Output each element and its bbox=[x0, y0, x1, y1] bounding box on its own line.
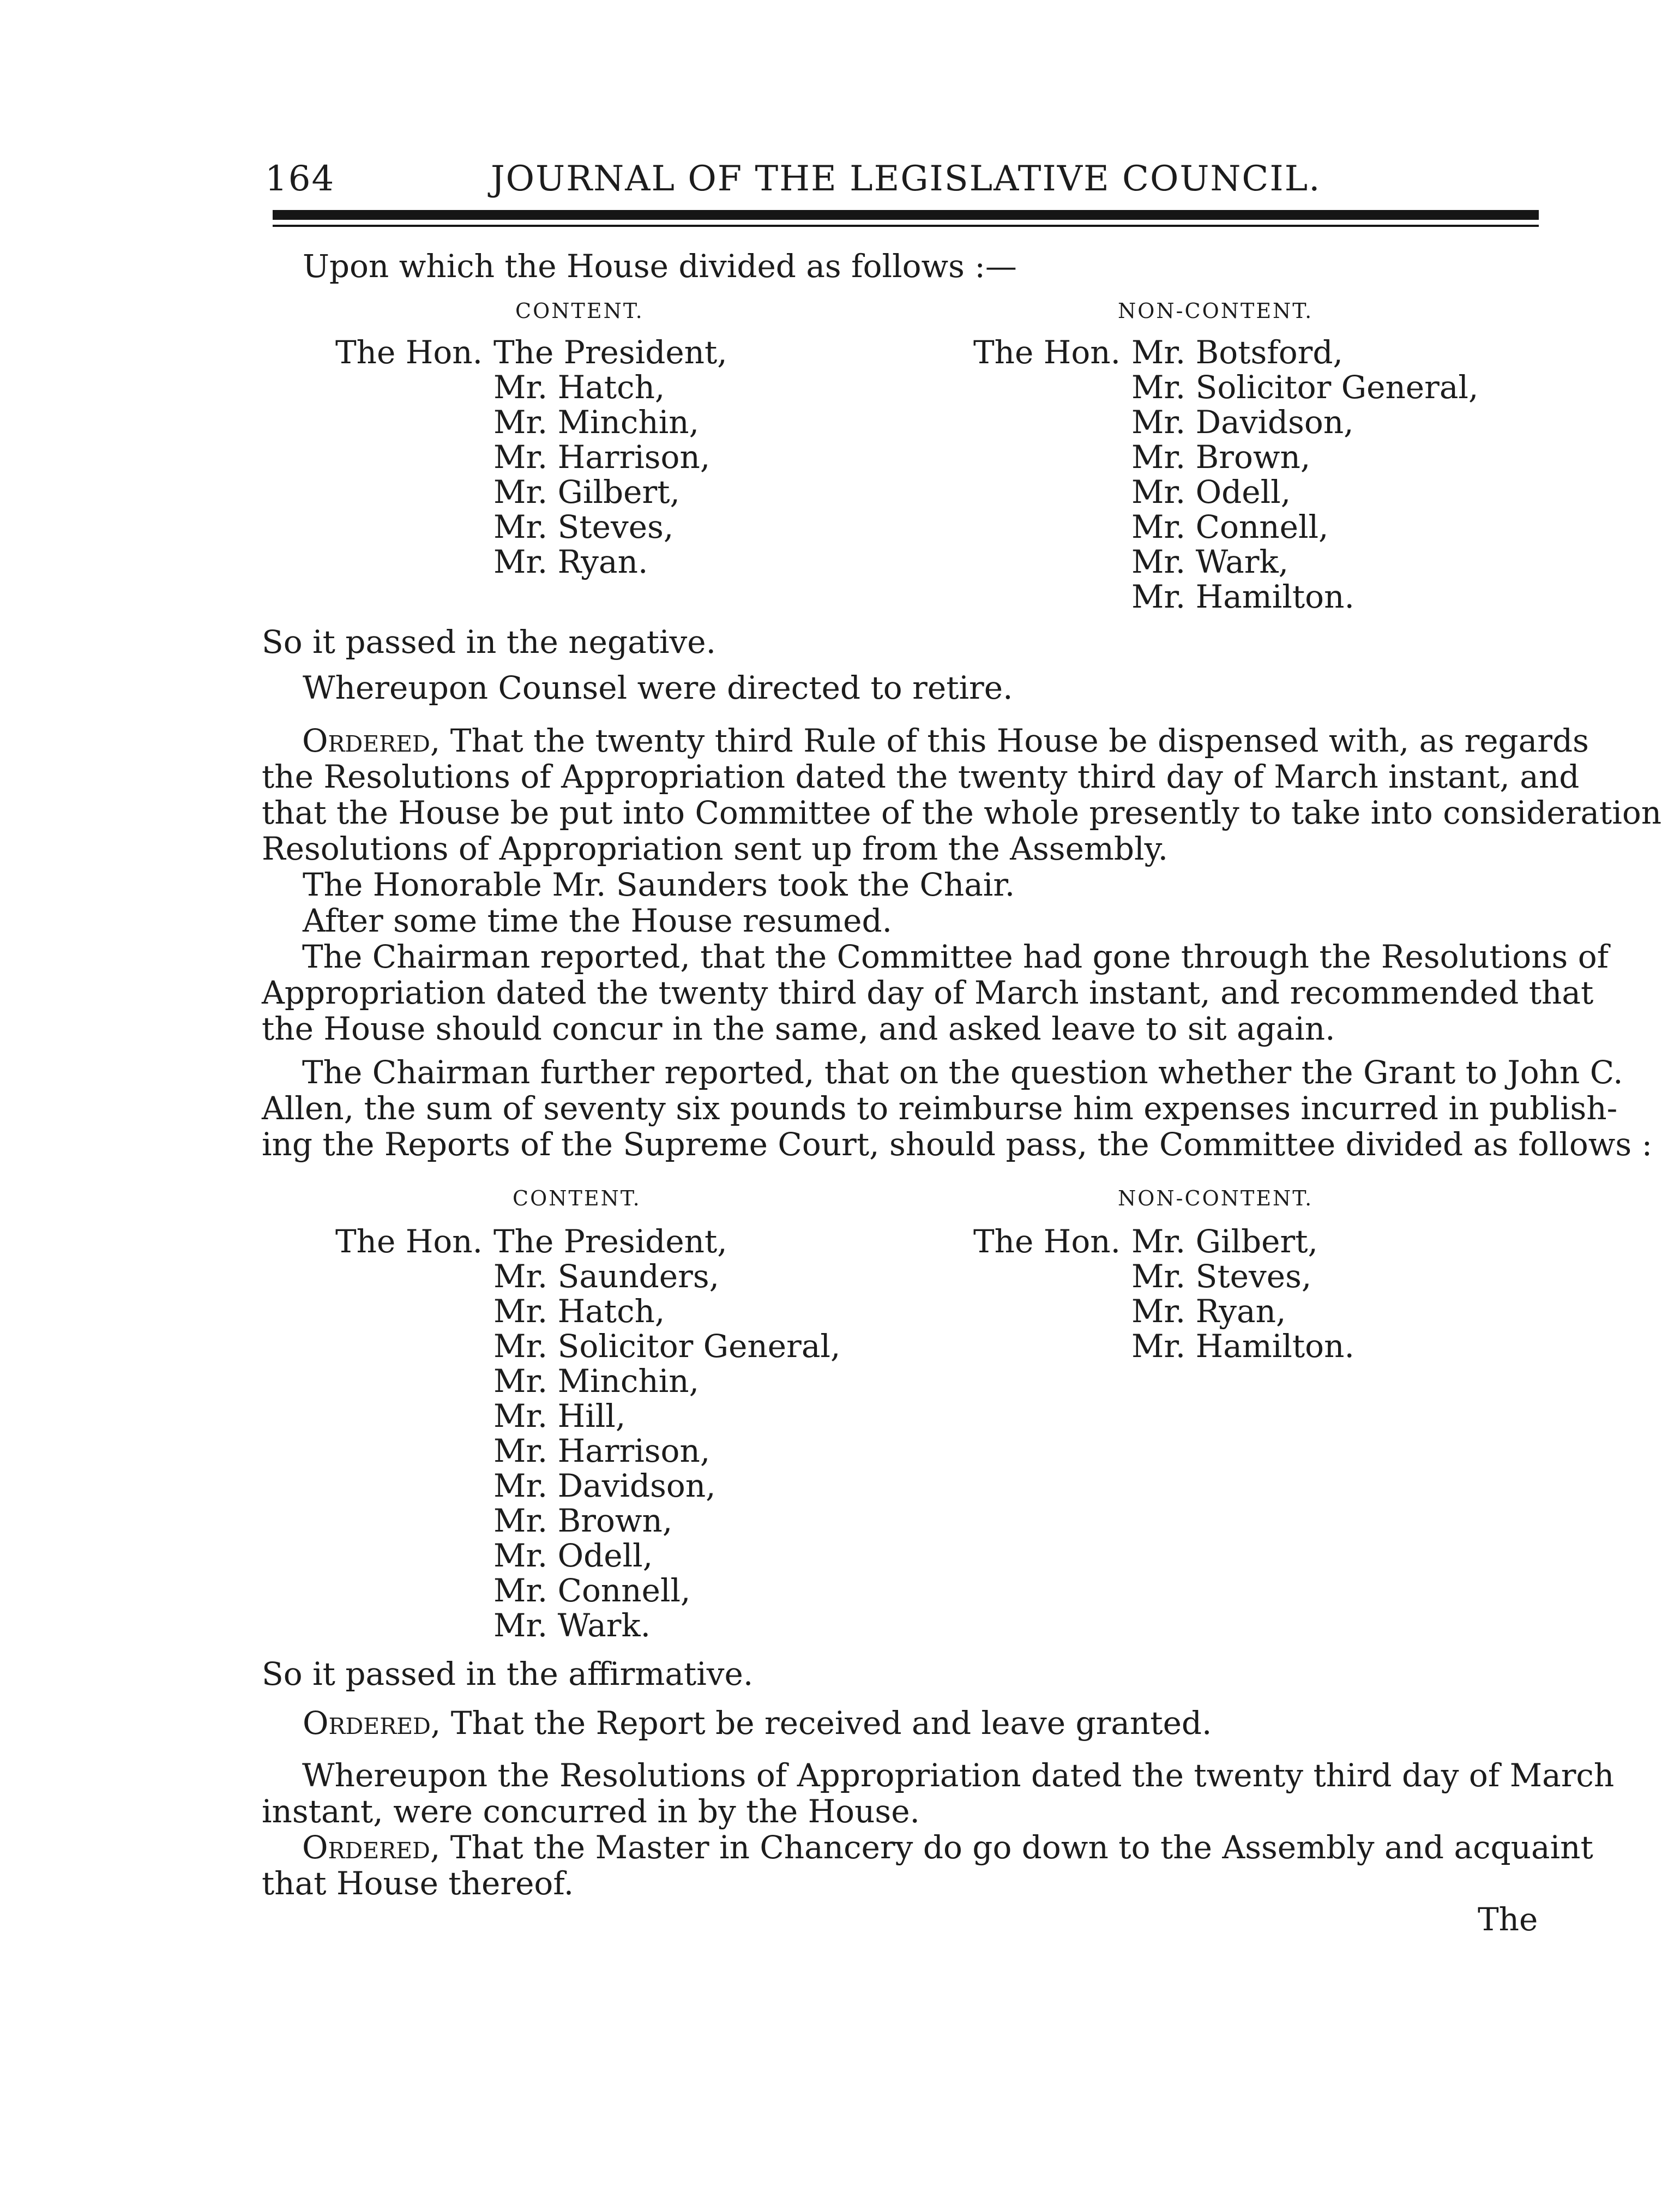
ordered-report-line: Ordered, That the Report be received and leave granted. bbox=[303, 1704, 1212, 1742]
counsel-retire: Whereupon Counsel were directed to retire. bbox=[303, 669, 1013, 706]
running-title: JOURNAL OF THE LEGISLATIVE COUNCIL. bbox=[491, 159, 1321, 199]
hon-prefix: The Hon. bbox=[973, 1223, 1121, 1260]
hon-prefix: The Hon. bbox=[335, 1223, 483, 1260]
member-name: Mr. Ryan. bbox=[493, 543, 648, 580]
content-label: CONTENT. bbox=[515, 299, 644, 323]
member-name: Mr. Connell, bbox=[493, 1572, 691, 1609]
content-list bbox=[493, 335, 727, 579]
member-name: Mr. Wark, bbox=[1131, 543, 1289, 580]
member-name: Mr. Davidson, bbox=[493, 1467, 716, 1504]
member-name: Mr. Connell, bbox=[1131, 508, 1329, 545]
whereupon-paragraph: Whereupon the Resolutions of Appropriation dated the twenty third day of March instant, were concurred in by the House. bbox=[262, 1757, 1615, 1830]
chair-line: The Honorable Mr. Saunders took the Chair. bbox=[303, 866, 1015, 903]
catchword: The bbox=[1478, 1901, 1538, 1938]
member-name: Mr. Hatch, bbox=[493, 369, 665, 406]
content-label: CONTENT. bbox=[513, 1186, 641, 1210]
ordered-word: Ordered, bbox=[302, 722, 441, 759]
member-name: Mr. Steves, bbox=[493, 508, 674, 545]
member-name: Mr. Steves, bbox=[1131, 1258, 1312, 1295]
non-content-label: NON-CONTENT. bbox=[1118, 299, 1314, 323]
member-name: Mr. Odell, bbox=[1131, 473, 1291, 511]
ordered-word: Ordered, bbox=[302, 1829, 441, 1866]
content-list bbox=[493, 1224, 840, 1643]
header-rule-thick bbox=[273, 210, 1539, 220]
member-name: Mr. Davidson, bbox=[1131, 404, 1354, 441]
member-name: Mr. Gilbert, bbox=[1131, 1223, 1318, 1260]
member-name: Mr. Ryan, bbox=[1131, 1293, 1286, 1330]
member-name: Mr. Minchin, bbox=[493, 404, 700, 441]
division-result: So it passed in the affirmative. bbox=[262, 1655, 754, 1692]
member-name: Mr. Hamilton. bbox=[1131, 578, 1354, 615]
member-name: Mr. Brown, bbox=[493, 1502, 673, 1539]
division-intro: Upon which the House divided as follows :— bbox=[303, 248, 1017, 285]
member-name: Mr. Brown, bbox=[1131, 439, 1311, 476]
member-name: Mr. Wark. bbox=[493, 1607, 651, 1644]
ordered-master-paragraph: Ordered, That the Master in Chancery do go down to the Assembly and acquaint that House thereof. bbox=[262, 1829, 1593, 1902]
hon-prefix: The Hon. bbox=[335, 334, 483, 371]
page-number: 164 bbox=[265, 159, 335, 199]
member-name: The President, bbox=[493, 1223, 727, 1260]
member-name: Mr. Solicitor General, bbox=[1131, 369, 1479, 406]
hon-prefix: The Hon. bbox=[973, 334, 1121, 371]
member-name: The President, bbox=[493, 334, 727, 371]
header-rule-thin bbox=[273, 225, 1539, 227]
member-name: Mr. Saunders, bbox=[493, 1258, 720, 1295]
division-result: So it passed in the negative. bbox=[262, 623, 716, 661]
resumed-line: After some time the House resumed. bbox=[303, 902, 893, 939]
ordered-word: Ordered, bbox=[303, 1704, 441, 1742]
chairman-further-report: The Chairman further reported, that on the question whether the Grant to John C. Allen, the sum of seventy six pounds to reimburse him expenses incurred in publish- ing the Reports of the Supreme Court, should pass, the Committee divided as follows : bbox=[262, 1054, 1653, 1163]
non-content-list bbox=[1131, 335, 1478, 614]
member-name: Mr. Botsford, bbox=[1131, 334, 1343, 371]
member-name: Mr. Solicitor General, bbox=[493, 1328, 841, 1365]
ordered-paragraph: Ordered, That the twenty third Rule of this House be dispensed with, as regards the Resolutions of Appropriation dated the twenty third day of March instant, and that the House be put into Committee of the whole presently to take into consideration Resolutions of Appropriation sent up from the Assembly. bbox=[262, 722, 1662, 867]
member-name: Mr. Minchin, bbox=[493, 1362, 700, 1400]
chairman-report: The Chairman reported, that the Committee had gone through the Resolutions of Appropriation dated the twenty third day of March instant, and recommended that the House should concur in the same, and asked leave to sit again. bbox=[262, 938, 1609, 1047]
member-name: Mr. Gilbert, bbox=[493, 473, 680, 511]
member-name: Mr. Harrison, bbox=[493, 439, 710, 476]
member-name: Mr. Hatch, bbox=[493, 1293, 665, 1330]
member-name: Mr. Harrison, bbox=[493, 1432, 710, 1469]
non-content-list bbox=[1131, 1224, 1354, 1364]
non-content-label: NON-CONTENT. bbox=[1118, 1186, 1314, 1210]
member-name: Mr. Hill, bbox=[493, 1397, 626, 1434]
member-name: Mr. Odell, bbox=[493, 1537, 653, 1574]
member-name: Mr. Hamilton. bbox=[1131, 1328, 1354, 1365]
